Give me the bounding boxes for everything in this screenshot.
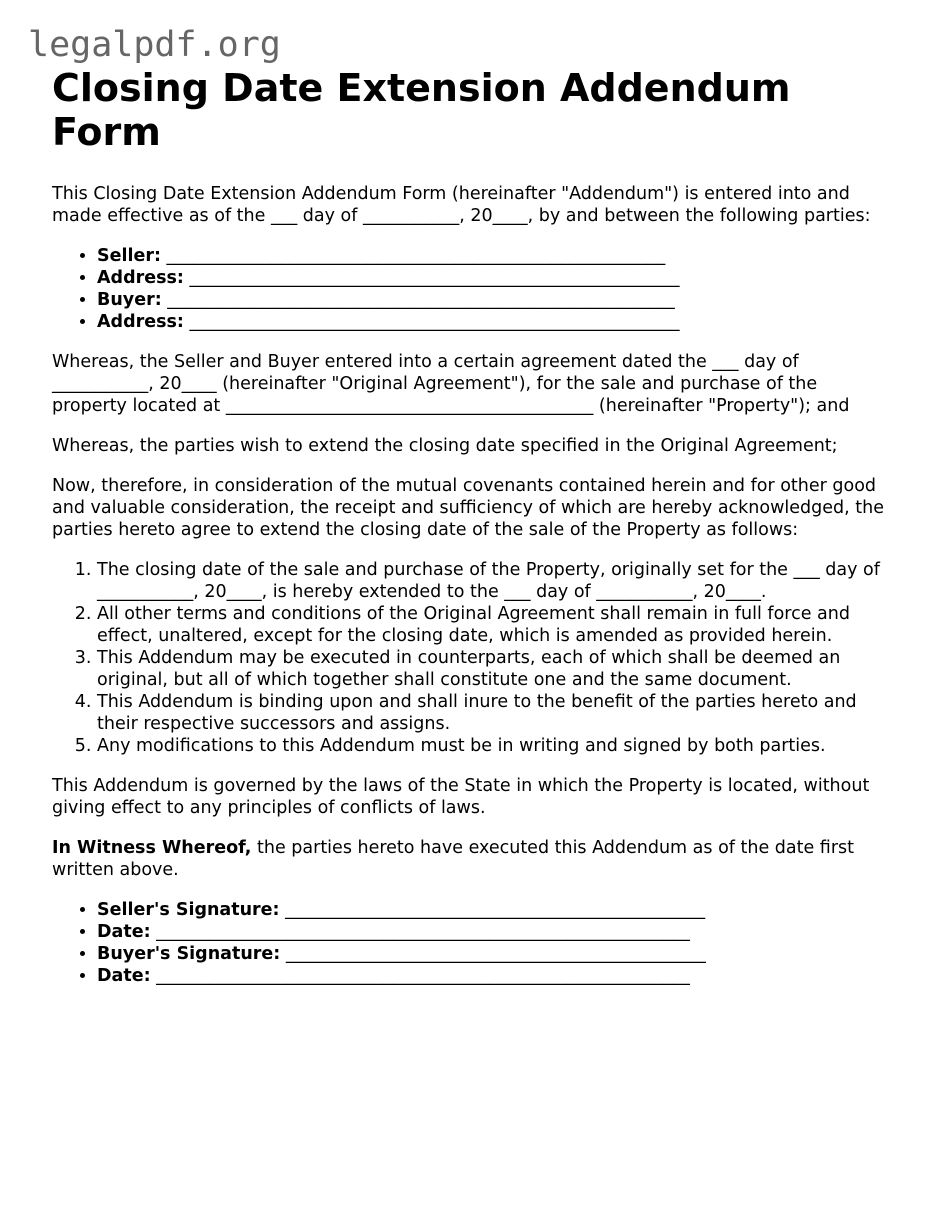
list-item-seller <box>97 245 892 267</box>
list-item-buyer-date <box>97 965 892 987</box>
witness-paragraph <box>52 837 892 881</box>
term-item: 1. The closing date of the sale and purchase of the Property, originally set for the ___ day of ___________, 20____, is hereby extended to the ___ day of ___________, 20____. <box>97 559 892 603</box>
whereas-extend: Whereas, the parties wish to extend the closing date specified in the Original Agreement; <box>52 436 838 456</box>
seller-signature-blank: ________________________________________________ <box>285 900 706 920</box>
field-label: Seller's Signature: <box>97 900 280 920</box>
seller-blank: _________________________________________________________ <box>166 246 666 266</box>
list-item-seller-address <box>97 267 892 289</box>
list-item-seller-date <box>97 921 892 943</box>
term-item: 4. This Addendum is binding upon and shall inure to the benefit of the parties hereto and their respective successors and assigns. <box>97 691 892 735</box>
witness-heading: In Witness Whereof, <box>52 838 252 858</box>
list-item-buyer <box>97 289 892 311</box>
list-item-seller-signature <box>97 899 892 921</box>
witness-text: the parties hereto have executed this Addendum as of the date first written above. <box>52 838 854 880</box>
buyer-signature-blank: ________________________________________________ <box>285 944 706 964</box>
seller-address-blank: ________________________________________________________ <box>189 268 680 288</box>
now-therefore-paragraph: Now, therefore, in consideration of the mutual covenants contained herein and for other good and valuable consideration, the receipt and sufficiency of which are hereby acknowledged, the parties hereto agree to extend the closing date of the sale of the Property as follows: <box>52 476 884 540</box>
watermark-logo: legalpdf.org <box>28 25 281 65</box>
list-item-buyer-signature <box>97 943 892 965</box>
list-item-buyer-address <box>97 311 892 333</box>
field-label: Address: <box>97 268 184 288</box>
intro-paragraph: This Closing Date Extension Addendum Form (hereinafter "Addendum") is entered into and made effective as of the ___ day of ___________, 20____, by and between the following parties: <box>52 184 871 226</box>
field-label: Address: <box>97 312 184 332</box>
term-item: 3. This Addendum may be executed in counterparts, each of which shall be deemed an original, but all of which together shall constitute one and the same document. <box>97 647 892 691</box>
term-item: 5. Any modifications to this Addendum must be in writing and signed by both parties. <box>97 735 892 757</box>
governing-law-paragraph: This Addendum is governed by the laws of the State in which the Property is located, without giving effect to any principles of conflicts of laws. <box>52 776 870 818</box>
field-label: Seller: <box>97 246 161 266</box>
field-label: Buyer's Signature: <box>97 944 281 964</box>
seller-date-blank: _____________________________________________________________ <box>156 922 690 942</box>
terms-list <box>52 559 892 757</box>
signatures-list <box>52 899 892 987</box>
whereas-original-agreement: Whereas, the Seller and Buyer entered into a certain agreement dated the ___ day of ___________, 20____ (hereinafter "Original Agreement"), for the sale and purchase of the property located at __________________________________________ (hereinafter "Property"); and <box>52 352 850 416</box>
field-label: Buyer: <box>97 290 162 310</box>
parties-list <box>52 245 892 333</box>
document-title: Closing Date Extension Addendum Form <box>52 66 791 154</box>
buyer-date-blank: _____________________________________________________________ <box>156 966 690 986</box>
buyer-blank: __________________________________________________________ <box>167 290 675 310</box>
term-item: 2. All other terms and conditions of the Original Agreement shall remain in full force and effect, unaltered, except for the closing date, which is amended as provided herein. <box>97 603 892 647</box>
field-label: Date: <box>97 922 151 942</box>
field-label: Date: <box>97 966 151 986</box>
buyer-address-blank: ________________________________________________________ <box>189 312 680 332</box>
document-body <box>52 66 892 987</box>
